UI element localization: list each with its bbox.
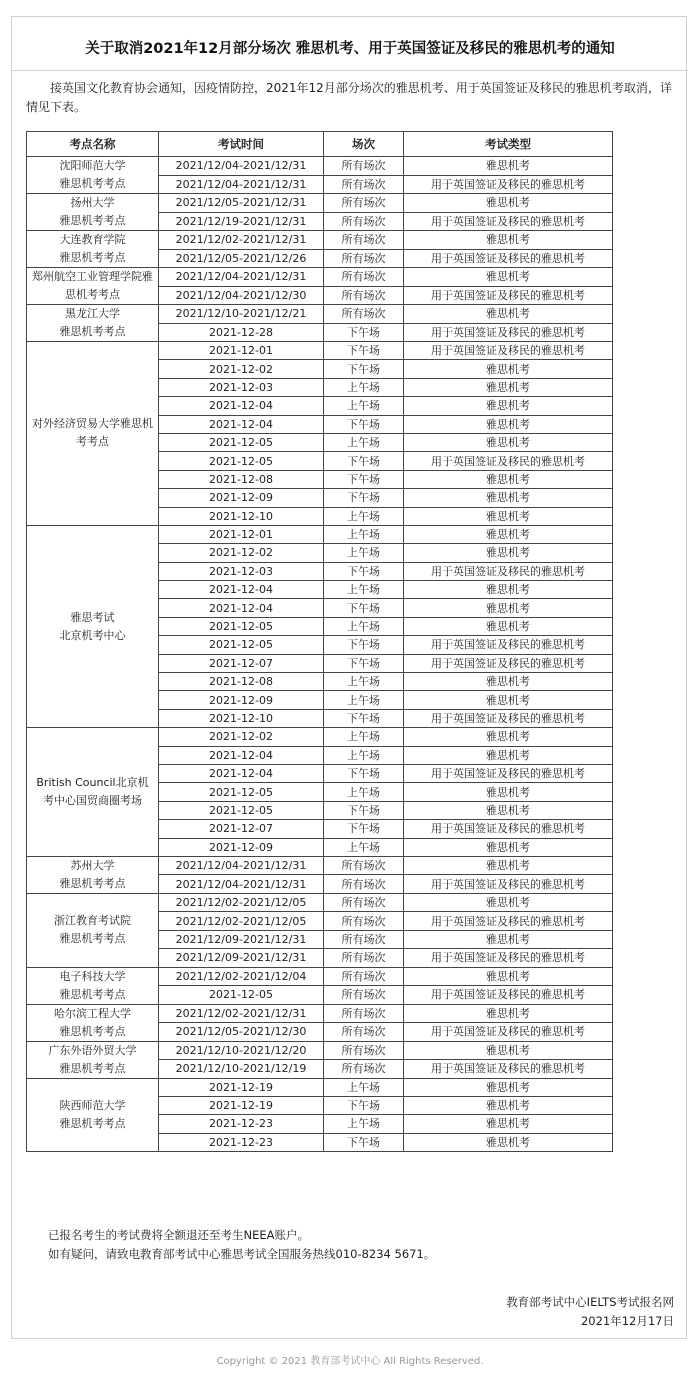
exam-type-cell: 用于英国签证及移民的雅思机考 <box>404 764 613 782</box>
session-cell: 所有场次 <box>324 157 404 176</box>
session-cell: 上午场 <box>324 1078 404 1096</box>
exam-type-cell: 雅思机考 <box>404 746 613 764</box>
table-row <box>27 342 613 360</box>
table-row <box>27 194 613 213</box>
exam-type-cell: 用于英国签证及移民的雅思机考 <box>404 175 613 194</box>
exam-date-cell: 2021-12-08 <box>159 673 324 691</box>
table-row <box>27 728 613 746</box>
exam-type-cell: 雅思机考 <box>404 581 613 599</box>
session-cell: 所有场次 <box>324 268 404 287</box>
exam-type-cell: 雅思机考 <box>404 801 613 819</box>
exam-date-cell: 2021-12-28 <box>159 323 324 342</box>
exam-type-cell: 用于英国签证及移民的雅思机考 <box>404 286 613 305</box>
table-header-row <box>27 132 613 157</box>
session-cell: 下午场 <box>324 1096 404 1114</box>
exam-type-cell: 雅思机考 <box>404 783 613 801</box>
exam-date-cell: 2021-12-04 <box>159 581 324 599</box>
table-row <box>27 305 613 324</box>
exam-date-cell: 2021-12-05 <box>159 986 324 1005</box>
session-cell: 所有场次 <box>324 875 404 894</box>
session-cell: 所有场次 <box>324 967 404 986</box>
exam-type-cell: 雅思机考 <box>404 691 613 709</box>
table-row <box>27 893 613 911</box>
session-cell: 所有场次 <box>324 305 404 324</box>
exam-type-cell: 雅思机考 <box>404 157 613 176</box>
exam-type-cell: 雅思机考 <box>404 1078 613 1096</box>
table-row <box>27 1078 613 1096</box>
signature-block <box>506 1293 674 1331</box>
site-name-cell: 沈阳师范大学 雅思机考考点 <box>27 157 159 194</box>
exam-date-cell: 2021-12-03 <box>159 378 324 396</box>
site-name-cell: 广东外语外贸大学 雅思机考考点 <box>27 1041 159 1078</box>
exam-type-cell: 用于英国签证及移民的雅思机考 <box>404 323 613 342</box>
session-cell: 所有场次 <box>324 930 404 948</box>
exam-date-cell: 2021-12-23 <box>159 1115 324 1133</box>
exam-date-cell: 2021-12-05 <box>159 433 324 451</box>
exam-date-cell: 2021/12/04-2021/12/31 <box>159 268 324 287</box>
exam-date-cell: 2021-12-09 <box>159 838 324 856</box>
table-row <box>27 856 613 875</box>
exam-date-cell: 2021/12/19-2021/12/31 <box>159 212 324 231</box>
session-cell: 上午场 <box>324 378 404 396</box>
exam-date-cell: 2021-12-03 <box>159 562 324 580</box>
exam-type-cell: 雅思机考 <box>404 893 613 911</box>
table-row <box>27 1041 613 1060</box>
session-cell: 下午场 <box>324 709 404 727</box>
exam-date-cell: 2021/12/10-2021/12/20 <box>159 1041 324 1060</box>
copyright-text: Copyright © 2021 教育部考试中心 All Rights Reserved. <box>216 1356 484 1367</box>
exam-type-cell: 雅思机考 <box>404 305 613 324</box>
exam-type-cell: 雅思机考 <box>404 433 613 451</box>
exam-type-cell: 雅思机考 <box>404 838 613 856</box>
exam-type-cell: 雅思机考 <box>404 599 613 617</box>
hotline-note: 如有疑问，请致电教育部考试中心雅思考试全国服务热线010-8234 5671。 <box>48 1247 436 1261</box>
exam-date-cell: 2021/12/02-2021/12/05 <box>159 912 324 930</box>
exam-type-cell: 雅思机考 <box>404 1041 613 1060</box>
table-row <box>27 1004 613 1023</box>
exam-type-cell: 用于英国签证及移民的雅思机考 <box>404 654 613 672</box>
session-cell: 所有场次 <box>324 286 404 305</box>
exam-type-cell: 雅思机考 <box>404 231 613 250</box>
exam-date-cell: 2021/12/05-2021/12/26 <box>159 249 324 268</box>
site-name-cell: 哈尔滨工程大学 雅思机考考点 <box>27 1004 159 1041</box>
session-cell: 下午场 <box>324 360 404 378</box>
exam-type-cell: 用于英国签证及移民的雅思机考 <box>404 949 613 967</box>
exam-type-cell: 用于英国签证及移民的雅思机考 <box>404 875 613 894</box>
exam-date-cell: 2021-12-05 <box>159 801 324 819</box>
exam-date-cell: 2021-12-05 <box>159 452 324 470</box>
exam-type-cell: 用于英国签证及移民的雅思机考 <box>404 452 613 470</box>
session-cell: 所有场次 <box>324 1004 404 1023</box>
session-cell: 上午场 <box>324 691 404 709</box>
header-site: 考点名称 <box>27 132 159 157</box>
exam-date-cell: 2021/12/10-2021/12/19 <box>159 1060 324 1079</box>
exam-date-cell: 2021/12/05-2021/12/30 <box>159 1023 324 1042</box>
session-cell: 上午场 <box>324 397 404 415</box>
site-name-cell: British Council北京机考中心国贸商圈考场 <box>27 728 159 857</box>
exam-type-cell: 雅思机考 <box>404 525 613 543</box>
exam-date-cell: 2021-12-19 <box>159 1096 324 1114</box>
site-name-cell: 黑龙江大学 雅思机考考点 <box>27 305 159 342</box>
exam-type-cell: 雅思机考 <box>404 397 613 415</box>
session-cell: 上午场 <box>324 783 404 801</box>
exam-type-cell: 雅思机考 <box>404 930 613 948</box>
exam-type-cell: 用于英国签证及移民的雅思机考 <box>404 820 613 838</box>
exam-type-cell: 用于英国签证及移民的雅思机考 <box>404 249 613 268</box>
exam-date-cell: 2021-12-04 <box>159 764 324 782</box>
exam-date-cell: 2021-12-02 <box>159 728 324 746</box>
exam-type-cell: 用于英国签证及移民的雅思机考 <box>404 709 613 727</box>
session-cell: 所有场次 <box>324 912 404 930</box>
session-cell: 下午场 <box>324 470 404 488</box>
title-divider <box>12 70 688 71</box>
session-cell: 所有场次 <box>324 986 404 1005</box>
exam-type-cell: 雅思机考 <box>404 507 613 525</box>
exam-type-cell: 用于英国签证及移民的雅思机考 <box>404 212 613 231</box>
exam-date-cell: 2021-12-04 <box>159 746 324 764</box>
session-cell: 上午场 <box>324 673 404 691</box>
session-cell: 下午场 <box>324 1133 404 1151</box>
session-cell: 所有场次 <box>324 856 404 875</box>
notice-intro: 接英国文化教育协会通知，因疫情防控，2021年12月部分场次的雅思机考、用于英国签证及移民的雅思机考取消，详情见下表。 <box>26 81 672 114</box>
exam-type-cell: 雅思机考 <box>404 470 613 488</box>
exam-date-cell: 2021-12-01 <box>159 525 324 543</box>
table-row <box>27 157 613 176</box>
table-row <box>27 231 613 250</box>
exam-date-cell: 2021/12/04-2021/12/30 <box>159 286 324 305</box>
exam-type-cell: 雅思机考 <box>404 617 613 635</box>
exam-type-cell: 雅思机考 <box>404 544 613 562</box>
session-cell: 上午场 <box>324 507 404 525</box>
header-session: 场次 <box>324 132 404 157</box>
site-name-cell: 扬州大学 雅思机考考点 <box>27 194 159 231</box>
exam-date-cell: 2021-12-04 <box>159 415 324 433</box>
site-name-cell: 郑州航空工业管理学院雅思机考考点 <box>27 268 159 305</box>
site-name-cell: 对外经济贸易大学雅思机考考点 <box>27 342 159 526</box>
exam-date-cell: 2021-12-09 <box>159 489 324 507</box>
header-date: 考试时间 <box>159 132 324 157</box>
exam-date-cell: 2021/12/04-2021/12/31 <box>159 875 324 894</box>
exam-type-cell: 雅思机考 <box>404 378 613 396</box>
site-name-cell: 浙江教育考试院 雅思机考考点 <box>27 893 159 967</box>
session-cell: 上午场 <box>324 617 404 635</box>
exam-date-cell: 2021/12/02-2021/12/05 <box>159 893 324 911</box>
exam-type-cell: 用于英国签证及移民的雅思机考 <box>404 342 613 360</box>
footer-notes <box>48 1226 435 1264</box>
session-cell: 下午场 <box>324 654 404 672</box>
exam-date-cell: 2021-12-05 <box>159 617 324 635</box>
site-name-cell: 大连教育学院 雅思机考考点 <box>27 231 159 268</box>
session-cell: 下午场 <box>324 415 404 433</box>
session-cell: 上午场 <box>324 838 404 856</box>
site-name-cell: 电子科技大学 雅思机考考点 <box>27 967 159 1004</box>
exam-date-cell: 2021/12/09-2021/12/31 <box>159 930 324 948</box>
notice-card <box>11 16 687 1339</box>
exam-date-cell: 2021/12/02-2021/12/31 <box>159 1004 324 1023</box>
exam-date-cell: 2021-12-04 <box>159 397 324 415</box>
table-body <box>27 157 613 1152</box>
session-cell: 上午场 <box>324 728 404 746</box>
exam-type-cell: 雅思机考 <box>404 415 613 433</box>
issuing-org: 教育部考试中心IELTS考试报名网 <box>506 1295 674 1309</box>
session-cell: 下午场 <box>324 489 404 507</box>
exam-date-cell: 2021-12-08 <box>159 470 324 488</box>
session-cell: 所有场次 <box>324 893 404 911</box>
session-cell: 所有场次 <box>324 175 404 194</box>
exam-type-cell: 雅思机考 <box>404 967 613 986</box>
session-cell: 上午场 <box>324 581 404 599</box>
exam-date-cell: 2021-12-02 <box>159 360 324 378</box>
exam-date-cell: 2021/12/05-2021/12/31 <box>159 194 324 213</box>
exam-date-cell: 2021-12-10 <box>159 507 324 525</box>
table-row <box>27 525 613 543</box>
issue-date: 2021年12月17日 <box>580 1314 674 1328</box>
exam-date-cell: 2021/12/04-2021/12/31 <box>159 856 324 875</box>
refund-note: 已报名考生的考试费将全额退还至考生NEEA账户。 <box>48 1228 309 1242</box>
session-cell: 下午场 <box>324 342 404 360</box>
exam-type-cell: 雅思机考 <box>404 1133 613 1151</box>
exam-type-cell: 雅思机考 <box>404 1004 613 1023</box>
exam-date-cell: 2021-12-04 <box>159 599 324 617</box>
exam-type-cell: 雅思机考 <box>404 489 613 507</box>
exam-type-cell: 用于英国签证及移民的雅思机考 <box>404 1023 613 1042</box>
exam-type-cell: 雅思机考 <box>404 194 613 213</box>
session-cell: 所有场次 <box>324 1041 404 1060</box>
exam-type-cell: 雅思机考 <box>404 1115 613 1133</box>
exam-date-cell: 2021/12/02-2021/12/04 <box>159 967 324 986</box>
cancellation-table <box>26 131 613 1152</box>
exam-date-cell: 2021-12-07 <box>159 654 324 672</box>
session-cell: 所有场次 <box>324 949 404 967</box>
session-cell: 上午场 <box>324 544 404 562</box>
session-cell: 下午场 <box>324 764 404 782</box>
exam-date-cell: 2021-12-05 <box>159 636 324 654</box>
exam-date-cell: 2021/12/04-2021/12/31 <box>159 157 324 176</box>
session-cell: 所有场次 <box>324 194 404 213</box>
exam-date-cell: 2021/12/04-2021/12/31 <box>159 175 324 194</box>
exam-date-cell: 2021-12-19 <box>159 1078 324 1096</box>
exam-date-cell: 2021/12/10-2021/12/21 <box>159 305 324 324</box>
session-cell: 下午场 <box>324 323 404 342</box>
exam-date-cell: 2021-12-10 <box>159 709 324 727</box>
notice-title: 关于取消2021年12月部分场次 雅思机考、用于英国签证及移民的雅思机考的通知 <box>85 41 615 57</box>
exam-date-cell: 2021-12-23 <box>159 1133 324 1151</box>
exam-type-cell: 雅思机考 <box>404 360 613 378</box>
session-cell: 下午场 <box>324 801 404 819</box>
exam-type-cell: 用于英国签证及移民的雅思机考 <box>404 986 613 1005</box>
exam-date-cell: 2021-12-07 <box>159 820 324 838</box>
session-cell: 上午场 <box>324 746 404 764</box>
session-cell: 下午场 <box>324 820 404 838</box>
exam-type-cell: 用于英国签证及移民的雅思机考 <box>404 562 613 580</box>
exam-type-cell: 用于英国签证及移民的雅思机考 <box>404 636 613 654</box>
session-cell: 下午场 <box>324 636 404 654</box>
exam-date-cell: 2021/12/09-2021/12/31 <box>159 949 324 967</box>
session-cell: 下午场 <box>324 599 404 617</box>
session-cell: 所有场次 <box>324 212 404 231</box>
site-name-cell: 雅思考试 北京机考中心 <box>27 525 159 727</box>
exam-type-cell: 雅思机考 <box>404 268 613 287</box>
session-cell: 所有场次 <box>324 1060 404 1079</box>
exam-date-cell: 2021/12/02-2021/12/31 <box>159 231 324 250</box>
session-cell: 下午场 <box>324 562 404 580</box>
table-row <box>27 967 613 986</box>
exam-date-cell: 2021-12-09 <box>159 691 324 709</box>
session-cell: 上午场 <box>324 433 404 451</box>
exam-type-cell: 雅思机考 <box>404 856 613 875</box>
exam-date-cell: 2021-12-02 <box>159 544 324 562</box>
session-cell: 下午场 <box>324 452 404 470</box>
exam-date-cell: 2021-12-01 <box>159 342 324 360</box>
header-type: 考试类型 <box>404 132 613 157</box>
site-name-cell: 陕西师范大学 雅思机考考点 <box>27 1078 159 1152</box>
session-cell: 上午场 <box>324 1115 404 1133</box>
table-row <box>27 268 613 287</box>
session-cell: 所有场次 <box>324 1023 404 1042</box>
session-cell: 上午场 <box>324 525 404 543</box>
exam-date-cell: 2021-12-05 <box>159 783 324 801</box>
exam-type-cell: 用于英国签证及移民的雅思机考 <box>404 912 613 930</box>
session-cell: 所有场次 <box>324 249 404 268</box>
exam-type-cell: 雅思机考 <box>404 673 613 691</box>
site-name-cell: 苏州大学 雅思机考考点 <box>27 856 159 893</box>
session-cell: 所有场次 <box>324 231 404 250</box>
exam-type-cell: 用于英国签证及移民的雅思机考 <box>404 1060 613 1079</box>
exam-type-cell: 雅思机考 <box>404 1096 613 1114</box>
exam-type-cell: 雅思机考 <box>404 728 613 746</box>
